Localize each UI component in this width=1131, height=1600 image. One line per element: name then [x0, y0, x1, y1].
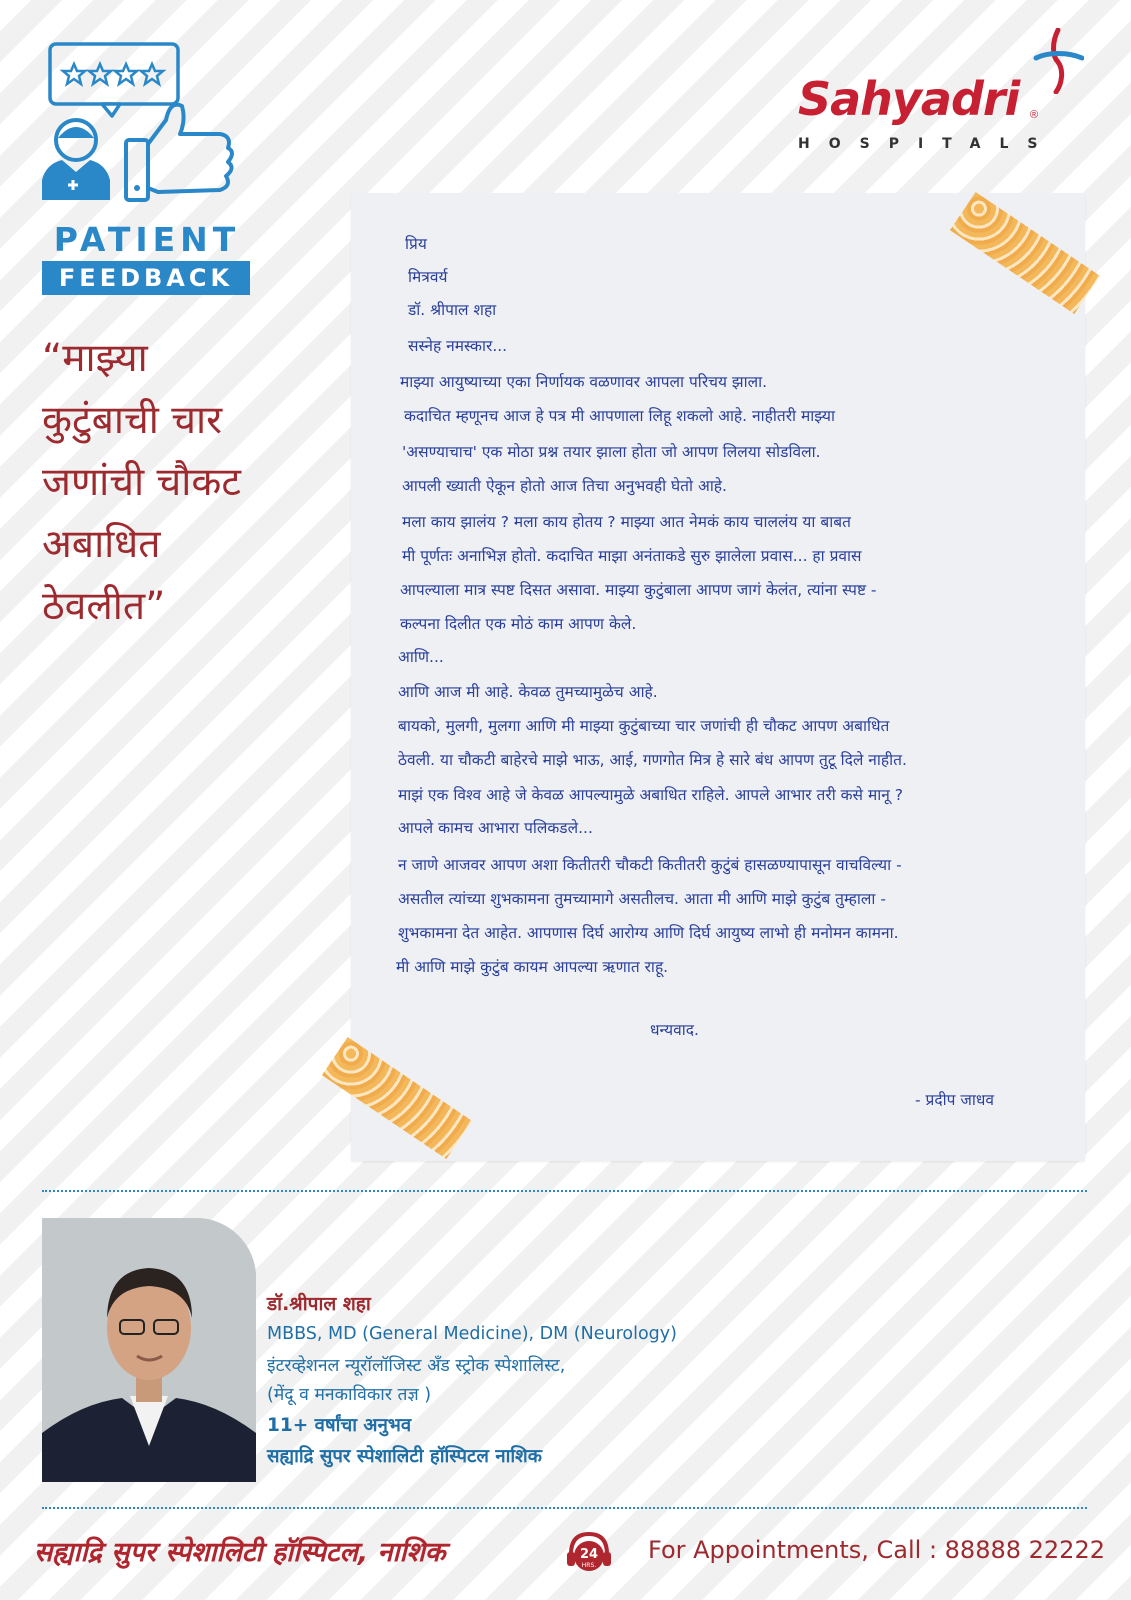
letter-line: माझं एक विश्व आहे जे केवळ आपल्यामुळे अबाधित राहिले. आपले आभार तरी कसे मानू ? — [398, 786, 904, 804]
footer-hospital-name: सह्याद्रि सुपर स्पेशालिटी हॉस्पिटल, नाशिक — [34, 1537, 446, 1568]
letter-line: ठेवली. या चौकटी बाहेरचे माझे भाऊ, आई, गणगोत मित्र हे सारे बंध आपण तुटू दिले नाहीत. — [398, 751, 907, 769]
doctor-hospital: सह्याद्रि सुपर स्पेशालिटी हॉस्पिटल नाशिक — [267, 1446, 542, 1467]
letter-line: न जाणे आजवर आपण अशा कितीतरी चौकटी कितीतरी कुटुंबं हासळण्यापासून वाचविल्या - — [398, 856, 902, 874]
letter-line: मला काय झालंय ? मला काय होतय ? माझ्या आत नेमकं काय चाललंय या बाबत — [402, 513, 851, 531]
doctor-degrees: MBBS, MD (General Medicine), DM (Neurology) — [267, 1324, 677, 1344]
letter-line: बायको, मुलगी, मुलगा आणि मी माझ्या कुटुंबाच्या चार जणांची ही चौकट आपण अबाधित — [398, 717, 890, 735]
letter-line: आणि... — [398, 648, 444, 666]
letter-line: प्रिय — [405, 235, 427, 253]
letter-line: माझ्या आयुष्याच्या एका निर्णायक वळणावर आपला परिचय झाला. — [400, 373, 768, 391]
dotted-divider — [42, 1190, 1087, 1192]
pull-quote — [42, 328, 302, 638]
letter-line: कल्पना दिलीत एक मोठं काम आपण केले. — [400, 615, 637, 633]
letter-line: मी आणि माझे कुटुंब कायम आपल्या ऋणात राहू. — [396, 958, 669, 976]
letter-line: मी पूर्णतः अनाभिज्ञ होतो. कदाचित माझा अनंताकडे सुरु झालेला प्रवास... हा प्रवास — [402, 547, 862, 565]
registered-mark: ® — [1030, 109, 1039, 121]
quote-line: “माझ्या — [42, 336, 148, 381]
feedback-subtitle: FEEDBACK — [42, 261, 250, 295]
24-hour-support-icon — [565, 1528, 613, 1576]
hospital-logo-subtitle: HOSPITALS — [798, 136, 1057, 152]
appointment-contact[interactable]: For Appointments, Call : 88888 22222 — [648, 1536, 1105, 1564]
letter-line: डॉ. श्रीपाल शहा — [408, 301, 497, 319]
feedback-title: PATIENT — [53, 220, 241, 259]
letter-line: सस्नेह नमस्कार... — [408, 337, 508, 355]
quote-line: जणांची चौकट — [42, 460, 241, 505]
hospital-cross-logo-icon — [1032, 28, 1084, 94]
letter-signature: - प्रदीप जाधव — [915, 1091, 994, 1109]
letter-line: शुभकामना देत आहेत. आपणास दिर्घ आरोग्य आणि दिर्घ आयुष्य लाभो ही मनोमन कामना. — [398, 924, 899, 942]
quote-line: कुटुंबाची चार — [42, 398, 223, 443]
letter-line: 'असण्याचाच' एक मोठा प्रश्न तयार झाला होता जो आपण लिलया सोडविला. — [402, 443, 821, 461]
letter-line: आपले कामच आभारा पलिकडले... — [398, 819, 593, 837]
doctor-specialty-note: (मेंदू व मनकाविकार तज्ञ ) — [267, 1385, 432, 1405]
letter-line: आपल्याला मात्र स्पष्ट दिसत असावा. माझ्या कुटुंबाला आपण जागं केलंत, त्यांना स्पष्ट - — [400, 581, 877, 599]
letter-thanks: धन्यवाद. — [650, 1021, 699, 1039]
letter-line: कदाचित म्हणूनच आज हे पत्र मी आपणाला लिहू शकलो आहे. नाहीतरी माझ्या — [404, 407, 835, 425]
badge-unit: HRS. — [581, 1562, 597, 1569]
quote-line: अबाधित — [42, 522, 161, 567]
letter-line: असतील त्यांच्या शुभकामना तुमच्यामागे असतीलच. आता मी आणि माझे कुटुंब तुम्हाला - — [398, 890, 886, 908]
doctor-name: डॉ.श्रीपाल शहा — [267, 1293, 371, 1315]
doctor-portrait-icon — [42, 1218, 256, 1482]
doctor-experience: 11+ वर्षांचा अनुभव — [267, 1415, 412, 1436]
doctor-photo — [42, 1218, 256, 1482]
dotted-divider — [42, 1507, 1087, 1509]
patient-feedback-icon — [42, 40, 252, 215]
hospital-logo: Sahyadri — [798, 72, 1020, 126]
doctor-specialty: इंटरव्हेशनल न्यूरॉलॉजिस्ट अँड स्ट्रोक स्पेशालिस्ट, — [267, 1356, 566, 1376]
quote-line: ठेवलीत” — [42, 584, 166, 629]
letter-line: आणि आज मी आहे. केवळ तुमच्यामुळेच आहे. — [398, 683, 658, 701]
badge-number: 24 — [579, 1547, 599, 1562]
letter-line: मित्रवर्य — [408, 268, 448, 286]
letter-line: आपली ख्याती ऐकून होतो आज तिचा अनुभवही घेतो आहे. — [402, 477, 727, 495]
